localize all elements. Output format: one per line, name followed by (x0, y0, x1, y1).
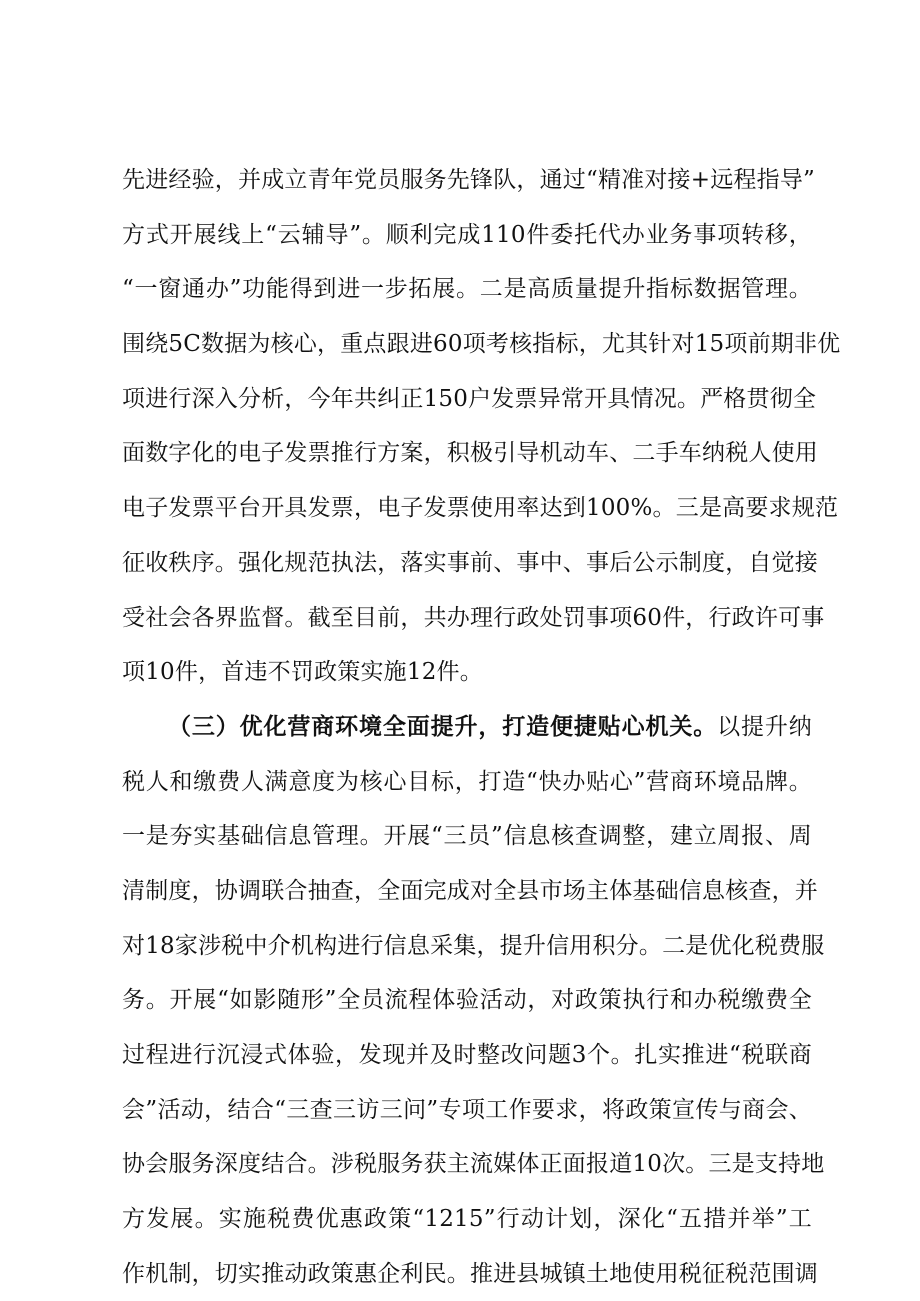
text-line: 一是夯实基础信息管理。开展“三员”信息核查调整，建立周报、周 (122, 823, 812, 850)
text-line: 项10件，首违不罚政策实施12件。 (122, 659, 483, 686)
text-line: 作机制，切实推动政策惠企利民。推进县城镇土地使用税征税范围调 (122, 1260, 818, 1287)
text-line: 方式开展线上“云辅导”。顺利完成110件委托代办业务事项转移， (122, 221, 812, 248)
section-heading: （三）优化营商环境全面提升，打造便捷贴心机关。 (168, 712, 718, 740)
text-line: 协会服务深度结合。涉税服务获主流媒体正面报道10次。三是支持地 (122, 1151, 825, 1178)
text-line: 受社会各界监督。截至目前，共办理行政处罚事项60件，行政许可事 (122, 604, 825, 631)
text-line: 项进行深入分析，今年共纠正150户发票异常开具情况。严格贯彻全 (122, 385, 817, 412)
text-line: 围绕5C数据为核心，重点跟进60项考核指标，尤其针对15项前期非优 (122, 331, 841, 358)
body-text (122, 153, 841, 1301)
text-line: 税人和缴费人满意度为核心目标，打造“快办贴心”营商环境品牌。 (122, 768, 812, 795)
section-heading-line (122, 700, 812, 755)
text-line: 会”活动，结合“三查三访三问”专项工作要求，将政策宣传与商会、 (122, 1096, 812, 1123)
text-line: 面数字化的电子发票推行方案，积极引导机动车、二手车纳税人使用 (122, 440, 818, 467)
text-line: 务。开展“如影随形”全员流程体验活动，对政策执行和办税缴费全 (122, 987, 812, 1014)
text-line: 先进经验，并成立青年党员服务先锋队，通过“精准对接+远程指导” (122, 167, 815, 193)
text-line: 电子发票平台开具发票，电子发票使用率达到100%。三是高要求规范 (122, 495, 839, 522)
text-line: 对18家涉税中介机构进行信息采集，提升信用积分。二是优化税费服 (122, 932, 825, 959)
text-line: 方发展。实施税费优惠政策“1215”行动计划，深化“五措并举”工 (122, 1206, 812, 1233)
text-line: 清制度，协调联合抽查，全面完成对全县市场主体基础信息核查，并 (122, 877, 818, 904)
section-heading-continuation: 以提升纳 (717, 713, 812, 740)
text-line: 征收秩序。强化规范执法，落实事前、事中、事后公示制度，自觉接 (122, 549, 818, 576)
text-line: “一窗通办”功能得到进一步拓展。二是高质量提升指标数据管理。 (122, 276, 812, 303)
text-line: 过程进行沉浸式体验，发现并及时整改问题3个。扎实推进“税联商 (122, 1042, 812, 1068)
